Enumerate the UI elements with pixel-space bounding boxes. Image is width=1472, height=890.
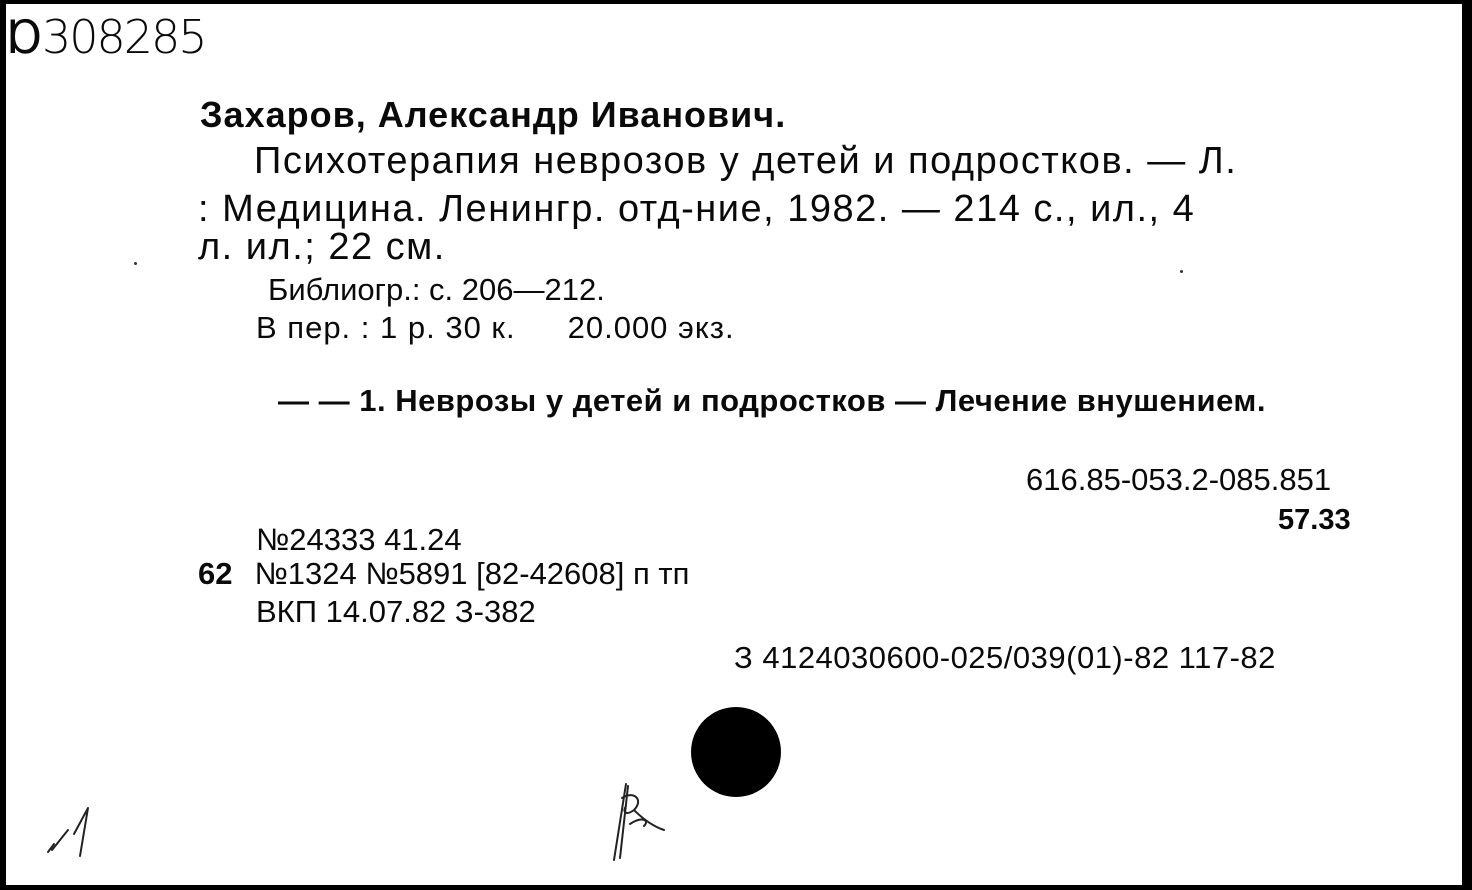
handwritten-mark-left (44, 800, 98, 860)
price-value: В пер. : 1 р. 30 к. (256, 310, 516, 345)
bbk-code: 57.33 (1278, 504, 1351, 536)
title-line-2: : Медицина. Ленингр. отд-ние, 1982. — 214 с., ил., 4 (198, 188, 1196, 230)
udc-code: 616.85-053.2-085.851 (1026, 462, 1332, 497)
bibliography-note: Библиогр.: с. 206—212. (268, 272, 605, 307)
registration-prefix: 62 (198, 556, 233, 591)
speck (134, 262, 137, 265)
speck (1180, 270, 1183, 273)
print-run: 20.000 экз. (567, 310, 735, 345)
price-line (256, 310, 735, 346)
subject-heading: — — 1. Неврозы у детей и подростков — Лечение внушением. (278, 383, 1266, 418)
title-line-1: Психотерапия неврозов у детей и подростков. — Л. (254, 140, 1238, 182)
author-heading: Захаров, Александр Иванович. (200, 94, 787, 135)
registration-line-1: №24333 41.24 (256, 522, 462, 557)
registration-numbers: №1324 №5891 [82-42608] п тп (254, 556, 690, 591)
handwritten-mark-middle (604, 776, 674, 864)
punch-hole (690, 706, 782, 798)
title-line-3: л. ил.; 22 см. (198, 226, 446, 268)
registration-line-2 (198, 556, 689, 592)
registration-line-3: ВКП 14.07.82 З-382 (256, 594, 536, 629)
handwritten-inventory-number: Ɒ308285 (8, 10, 206, 64)
index-code-line: З 4124030600-025/039(01)-82 117-82 (734, 640, 1276, 675)
